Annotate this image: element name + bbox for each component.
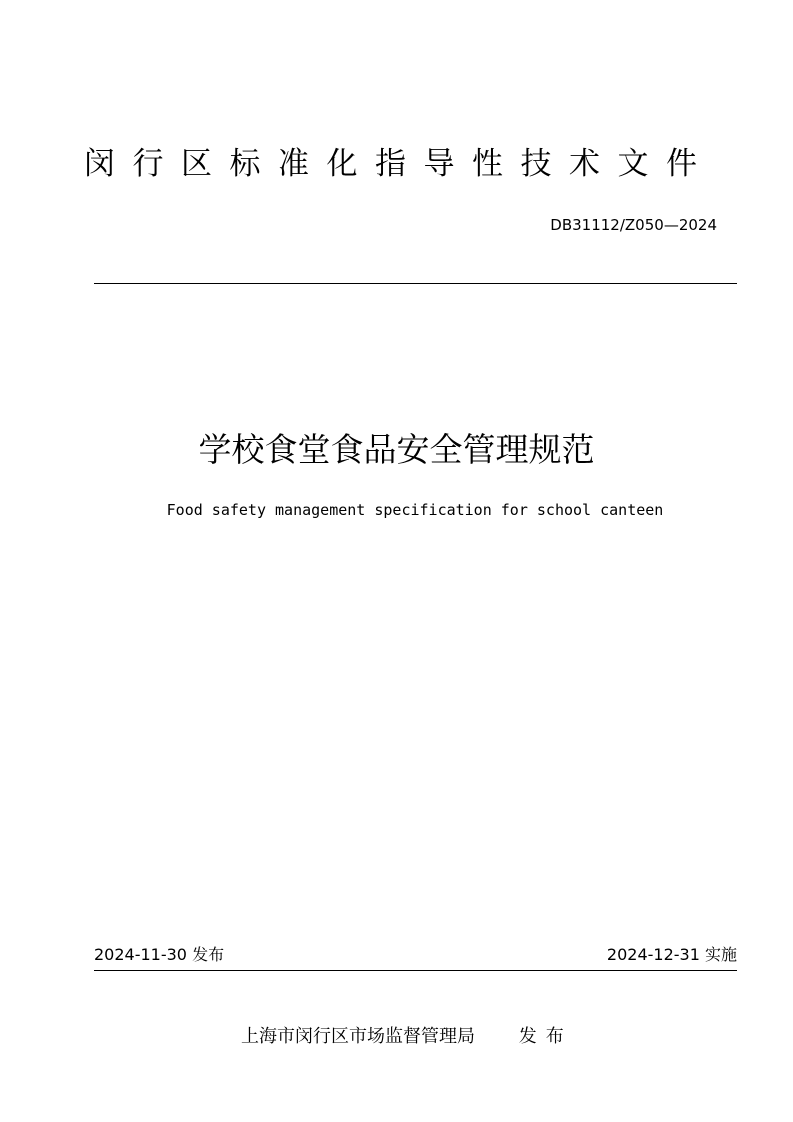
issue-action: 发布 [518, 1026, 573, 1047]
implement-date: 2024-12-31 实施 [606, 945, 737, 964]
publish-date: 2024-11-30 发布 [94, 945, 225, 964]
document-code: DB31112/Z050—2024 [550, 216, 717, 234]
document-title-english: Food safety management specification for school canteen [166, 501, 664, 519]
issuer-name: 上海市闵行区市场监督管理局 [241, 1026, 475, 1047]
bottom-divider [94, 970, 737, 971]
top-divider [94, 283, 737, 284]
document-type-heading: 闵行区标准化指导性技术文件 [84, 146, 715, 182]
document-title-chinese: 学校食堂食品安全管理规范 [198, 430, 595, 469]
issuer-row [241, 1026, 573, 1048]
